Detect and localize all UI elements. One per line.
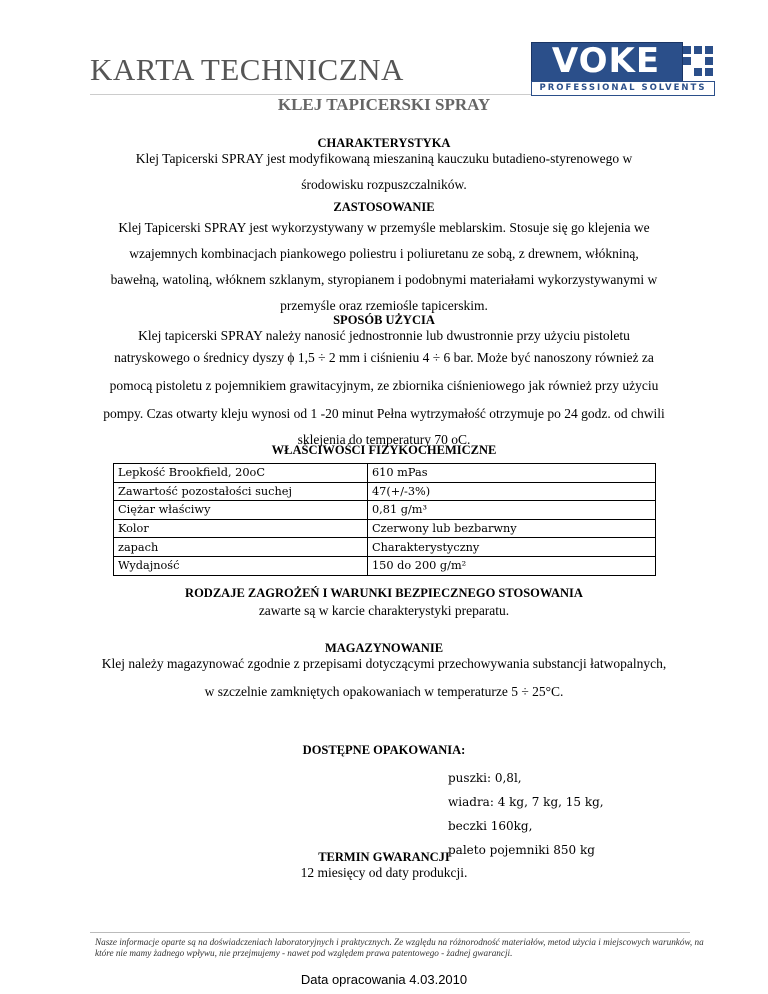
application-line: wzajemnych kombinacjach piankowego poliestru i poliuretanu ze sobą, z drewnem, włókniną,	[129, 246, 639, 261]
property-label: Kolor	[114, 519, 368, 538]
product-title: KLEJ TAPICERSKI SPRAY	[277, 95, 491, 114]
application-line: przemyśle oraz rzemiośle tapicerskim.	[280, 298, 488, 313]
characteristics-line: Klej Tapicerski SPRAY jest modyfikowaną mieszaniną kauczuku butadieno-styrenowego w	[135, 151, 633, 166]
logo-grid-icon	[683, 46, 713, 78]
property-label: Wydajność	[114, 556, 368, 575]
table-row	[114, 519, 656, 538]
hazards-heading: RODZAJE ZAGROŻEŃ I WARUNKI BEZPIECZNEGO STOSOWANIA	[185, 586, 583, 600]
logo-tagline: PROFESSIONAL SOLVENTS	[531, 81, 715, 96]
packaging-heading: DOSTĘPNE OPAKOWANIA:	[302, 743, 466, 757]
list-item: beczki 160kg,	[448, 819, 533, 833]
footer-disclaimer: Nasze informacje oparte są na doświadczeniach laboratoryjnych i praktycznych. Ze względu na różnorodność materiałów, metod użycia i miejscowych warunków, na które nie mamy żadnego wpływu, nie przejmujemy - nawet pod względem prawa patentowego - żadnej gwarancji.	[95, 937, 704, 958]
hazards-text: zawarte są w karcie charakterystyki preparatu.	[258, 603, 510, 618]
table-row	[114, 538, 656, 557]
property-value: 47(+/-3%)	[368, 482, 656, 501]
voke-logo	[531, 42, 716, 96]
section-storage	[60, 640, 708, 712]
packaging-list	[448, 766, 604, 862]
property-label: Ciężar właściwy	[114, 501, 368, 520]
usage-line: sklejenia do temperatury 70 oC.	[297, 432, 471, 447]
warranty-heading: TERMIN GWARANCJI	[318, 850, 450, 864]
document-title: KARTA TECHNICZNA	[90, 52, 404, 87]
table-row	[114, 556, 656, 575]
property-value: 150 do 200 g/m²	[368, 556, 656, 575]
property-value: 0,81 g/m³	[368, 501, 656, 520]
list-item: paleto pojemniki 850 kg	[448, 843, 595, 857]
section-characteristics	[60, 135, 708, 203]
characteristics-line: środowisku rozpuszczalników.	[301, 177, 467, 192]
application-line: Klej Tapicerski SPRAY jest wykorzystywany w przemyśle meblarskim. Stosuje się go klejenia we	[118, 220, 650, 235]
property-label: zapach	[114, 538, 368, 557]
logo-brand-text: VOKE	[551, 41, 661, 81]
storage-line: w szczelnie zamkniętych opakowaniach w temperaturze 5 ÷ 25°C.	[204, 684, 564, 699]
property-value: Czerwony lub bezbarwny	[368, 519, 656, 538]
characteristics-heading: CHARAKTERYSTYKA	[317, 136, 451, 150]
section-warranty	[60, 849, 708, 881]
section-usage	[60, 312, 708, 452]
usage-line: Klej tapicerski SPRAY należy nanosić jednostronnie lub dwustronnie przy użyciu pistoletu	[138, 328, 630, 343]
list-item: wiadra: 4 kg, 7 kg, 15 kg,	[448, 795, 604, 809]
table-row	[114, 482, 656, 501]
properties-table	[113, 463, 656, 576]
table-row	[114, 501, 656, 520]
footer-date: Data opracowania 4.03.2010	[300, 972, 468, 987]
section-packaging	[60, 742, 708, 758]
property-label: Zawartość pozostałości suchej	[114, 482, 368, 501]
application-line: bawełną, watoliną, włóknem szklanym, styropianem i podobnymi materiałami wykorzystywanymi w	[110, 272, 658, 287]
section-hazards	[60, 585, 708, 621]
usage-line: pomocą pistoletu z pojemnikiem grawitacyjnym, ze zbiornika ciśnieniowego jak również przy użyciu	[109, 378, 659, 393]
usage-line: pompy. Czas otwarty kleju wynosi od 1 -20 minut Pełna wytrzymałość otrzymuje po 24 godz. od chwili	[103, 406, 665, 421]
table-row	[114, 464, 656, 483]
storage-line: Klej należy magazynować zgodnie z przepisami dotyczącymi przechowywania substancji łatwopalnych,	[101, 656, 667, 671]
usage-line: natryskowego o średnicy dyszy ϕ 1,5 ÷ 2 mm i ciśnieniu 4 ÷ 6 bar. Może być nanoszony również za	[114, 350, 654, 365]
usage-heading: SPOSÓB UŻYCIA	[333, 313, 435, 327]
warranty-text: 12 miesięcy od daty produkcji.	[300, 865, 468, 880]
application-heading: ZASTOSOWANIE	[333, 200, 435, 214]
storage-heading: MAGAZYNOWANIE	[324, 641, 444, 655]
property-value: Charakterystyczny	[368, 538, 656, 557]
section-properties	[60, 442, 708, 458]
footer-divider	[90, 932, 690, 933]
section-application	[60, 199, 708, 319]
property-value: 610 mPas	[368, 464, 656, 483]
list-item: puszki: 0,8l,	[448, 771, 522, 785]
property-label: Lepkość Brookfield, 20oC	[114, 464, 368, 483]
properties-heading: WŁAŚCIWOŚCI FIZYKOCHEMICZNE	[271, 443, 497, 457]
